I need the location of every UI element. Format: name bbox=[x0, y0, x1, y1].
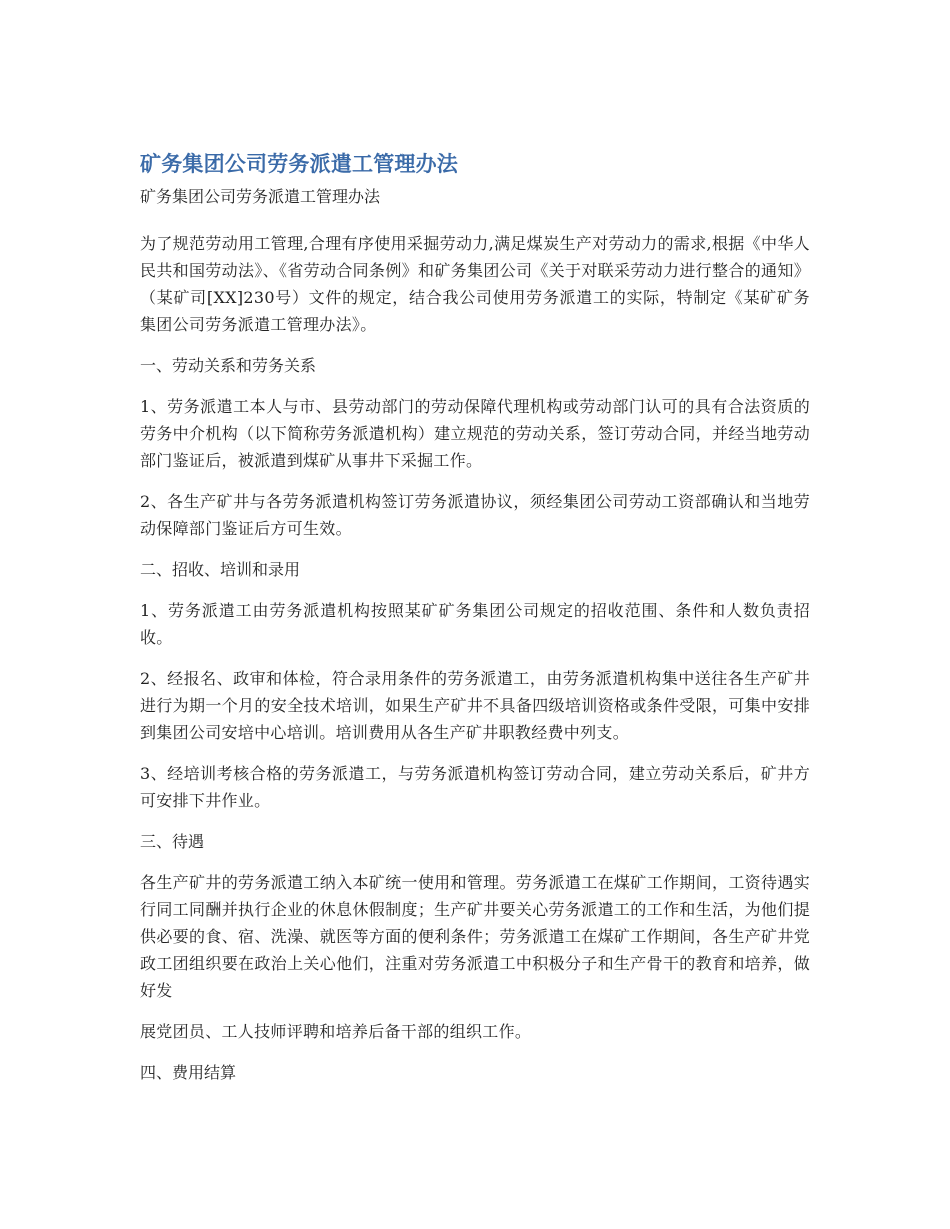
document-subtitle: 矿务集团公司劳务派遣工管理办法 bbox=[140, 187, 381, 206]
section2-item-3: 3、经培训考核合格的劳务派遣工，与劳务派遣机构签订劳动合同，建立劳动关系后，矿井方可安排下井作业。 bbox=[140, 764, 810, 810]
section1-item-2: 2、各生产矿井与各劳务派遣机构签订劳务派遣协议，须经集团公司劳动工资部确认和当地劳动保障部门鉴证后方可生效。 bbox=[140, 492, 810, 538]
document-title: 矿务集团公司劳务派遣工管理办法 bbox=[140, 152, 458, 176]
document-page bbox=[140, 147, 810, 1100]
section2-item-2: 2、经报名、政审和体检，符合录用条件的劳务派遣工，由劳务派遣机构集中送往各生产矿井进行为期一个月的安全技术培训，如果生产矿井不具备四级培训资格或条件受限，可集中安排到集团公司安培中心培训。培训费用从各生产矿井职教经费中列支。 bbox=[140, 669, 810, 742]
section-heading-3: 三、待遇 bbox=[140, 832, 205, 851]
section-heading-1: 一、劳动关系和劳务关系 bbox=[140, 356, 317, 375]
section-heading-2: 二、招收、培训和录用 bbox=[140, 560, 301, 579]
section3-paragraph-1: 各生产矿井的劳务派遣工纳入本矿统一使用和管理。劳务派遣工在煤矿工作期间，工资待遇实行同工同酬并执行企业的休息休假制度；生产矿井要关心劳务派遣工的工作和生活，为他们提供必要的食、宿、洗澡、就医等方面的便利条件；劳务派遣工在煤矿工作期间，各生产矿井党政工团组织要在政治上关心他们，注重对劳务派遣工中积极分子和生产骨干的教育和培养，做好发 bbox=[140, 873, 810, 1000]
intro-paragraph: 为了规范劳动用工管理,合理有序使用采掘劳动力,满足煤炭生产对劳动力的需求,根据《中华人民共和国劳动法》、《省劳动合同条例》和矿务集团公司《关于对联采劳动力进行整合的通知》（某矿司[XX]230号）文件的规定，结合我公司使用劳务派遣工的实际，特制定《某矿矿务集团公司劳务派遣工管理办法》。 bbox=[140, 234, 810, 334]
section2-item-1: 1、劳务派遣工由劳务派遣机构按照某矿矿务集团公司规定的招收范围、条件和人数负责招收。 bbox=[140, 601, 810, 647]
section-heading-4: 四、费用结算 bbox=[140, 1063, 237, 1082]
section1-item-1: 1、劳务派遣工本人与市、县劳动部门的劳动保障代理机构或劳动部门认可的具有合法资质的劳务中介机构（以下简称劳务派遣机构）建立规范的劳动关系，签订劳动合同，并经当地劳动部门鉴证后，被派遣到煤矿从事井下采掘工作。 bbox=[140, 397, 810, 470]
section3-paragraph-2: 展党团员、工人技师评聘和培养后备干部的组织工作。 bbox=[140, 1022, 532, 1041]
